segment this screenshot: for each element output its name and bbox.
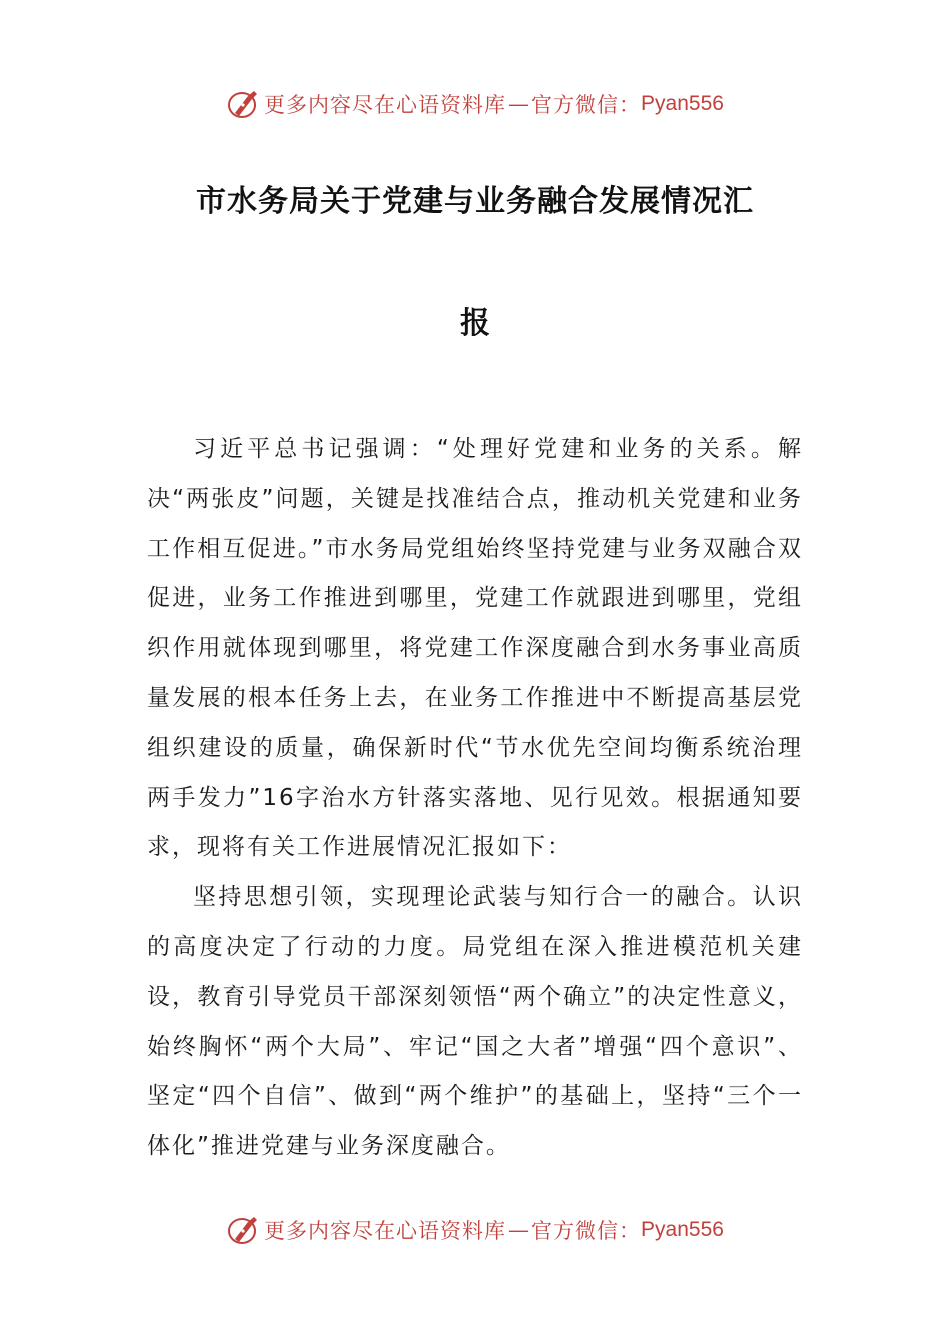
document-title-continued: 报 xyxy=(460,306,490,341)
watermark-dash: — xyxy=(508,92,530,116)
watermark-banner-bottom xyxy=(0,1210,950,1250)
pen-nib-logo-icon xyxy=(226,1213,260,1247)
watermark-dash: — xyxy=(508,1218,530,1242)
watermark-account: Pyan556 xyxy=(641,92,724,115)
document-body xyxy=(147,425,803,1172)
watermark-label: 官方微信： xyxy=(531,93,642,117)
document-title: 市水务局关于党建与业务融合发展情况汇 xyxy=(196,184,754,219)
watermark-text: 更多内容尽在心语资料库 xyxy=(264,1219,507,1243)
watermark-banner-top xyxy=(0,84,950,124)
watermark-label: 官方微信： xyxy=(531,1219,642,1243)
watermark-text: 更多内容尽在心语资料库 xyxy=(264,93,507,117)
paragraph: 坚持思想引领，实现理论武装与知行合一的融合。认识的高度决定了行动的力度。局党组在深入推进模范机关建设，教育引导党员干部深刻领悟“两个确立”的决定性意义，始终胸怀“两个大局”、牢记“国之大者”增强“四个意识”、坚定“四个自信”、做到“两个维护”的基础上，坚持“三个一体化”推进党建与业务深度融合。 xyxy=(147,884,803,1160)
watermark-account: Pyan556 xyxy=(641,1218,724,1241)
pen-nib-logo-icon xyxy=(226,87,260,121)
paragraph: 习近平总书记强调：“处理好党建和业务的关系。解决“两张皮”问题，关键是找准结合点，推动机关党建和业务工作相互促进。”市水务局党组始终坚持党建与业务双融合双促进，业务工作推进到哪里，党建工作就跟进到哪里，党组织作用就体现到哪里，将党建工作深度融合到水务事业高质量发展的根本任务上去，在业务工作推进中不断提高基层党组织建设的质量，确保新时代“节水优先空间均衡系统治理两手发力”16字治水方针落实落地、见行见效。根据通知要求，现将有关工作进展情况汇报如下： xyxy=(147,436,803,861)
